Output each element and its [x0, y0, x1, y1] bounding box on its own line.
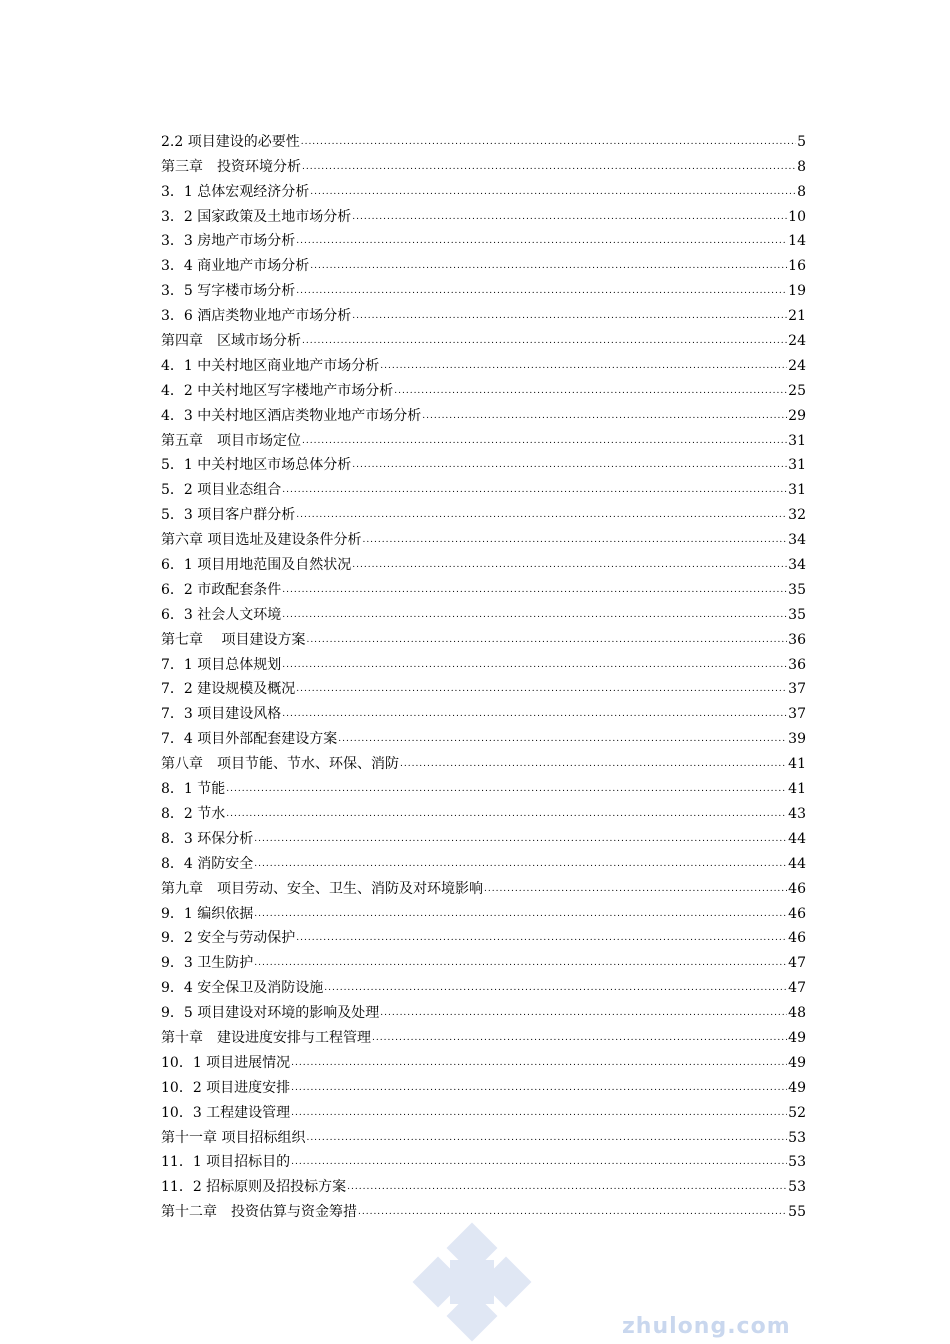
toc-dot-leader [296, 234, 787, 248]
toc-dot-leader [254, 956, 787, 970]
toc-entry[interactable] [161, 400, 806, 425]
toc-entry-page: 36 [788, 656, 806, 673]
toc-entry-title: 第七章 项目建设方案 [161, 631, 306, 648]
toc-dot-leader [291, 1155, 787, 1169]
toc-entry-title: 6．1 项目用地范围及自然状况 [161, 557, 352, 574]
toc-entry[interactable] [161, 201, 806, 226]
toc-entry-title: 3．1 总体宏观经济分析 [161, 183, 310, 200]
toc-entry[interactable] [161, 425, 806, 450]
toc-entry-title: 6．2 市政配套条件 [161, 581, 282, 598]
toc-entry-page: 48 [788, 1005, 806, 1022]
toc-entry[interactable] [161, 450, 806, 475]
toc-dot-leader [296, 931, 787, 945]
toc-dot-leader [254, 907, 787, 921]
toc-entry-title: 4．1 中关村地区商业地产市场分析 [161, 357, 380, 374]
toc-dot-leader [296, 682, 787, 696]
toc-dot-leader [380, 359, 787, 373]
toc-entry[interactable] [161, 126, 806, 151]
toc-entry-page: 36 [788, 631, 806, 648]
toc-dot-leader [484, 882, 787, 896]
toc-entry-title: 第十二章 投资估算与资金筹措 [161, 1204, 357, 1221]
toc-entry[interactable] [161, 151, 806, 176]
toc-entry-page: 29 [788, 407, 806, 424]
toc-entry-title: 9．3 卫生防护 [161, 955, 254, 972]
toc-dot-leader [324, 981, 787, 995]
toc-entry-title: 4．3 中关村地区酒店类物业地产市场分析 [161, 407, 422, 424]
toc-entry-title: 11．1 项目招标目的 [161, 1154, 291, 1171]
toc-entry-page: 53 [788, 1154, 806, 1171]
toc-dot-leader [352, 558, 787, 572]
toc-dot-leader [301, 135, 796, 149]
toc-entry-page: 31 [788, 457, 806, 474]
toc-entry-title: 10．2 项目进度安排 [161, 1079, 291, 1096]
toc-dot-leader [254, 832, 787, 846]
toc-entry[interactable] [161, 773, 806, 798]
toc-entry[interactable] [161, 923, 806, 948]
toc-dot-leader [310, 259, 787, 273]
toc-entry-page: 44 [788, 855, 806, 872]
toc-dot-leader [291, 1081, 787, 1095]
toc-entry-page: 8 [797, 158, 806, 175]
toc-entry-title: 第六章 项目选址及建设条件分析 [161, 532, 362, 549]
toc-entry-page: 31 [788, 432, 806, 449]
toc-entry-page: 55 [788, 1204, 806, 1221]
toc-entry-title: 10．3 工程建设管理 [161, 1104, 291, 1121]
toc-entry-page: 46 [788, 880, 806, 897]
toc-entry[interactable] [161, 848, 806, 873]
toc-entry-page: 34 [788, 557, 806, 574]
toc-entry-title: 11．2 招标原则及招投标方案 [161, 1179, 347, 1196]
toc-entry-title: 第十章 建设进度安排与工程管理 [161, 1029, 371, 1046]
toc-dot-leader [362, 533, 787, 547]
toc-entry-page: 47 [788, 955, 806, 972]
toc-entry[interactable] [161, 624, 806, 649]
toc-dot-leader [291, 1106, 787, 1120]
toc-entry[interactable] [161, 1097, 806, 1122]
toc-entry[interactable] [161, 524, 806, 549]
toc-entry-page: 39 [788, 731, 806, 748]
toc-entry-title: 9．4 安全保卫及消防设施 [161, 980, 324, 997]
toc-entry-title: 8．3 环保分析 [161, 830, 254, 847]
toc-entry[interactable] [161, 599, 806, 624]
toc-entry-page: 49 [788, 1029, 806, 1046]
toc-dot-leader [306, 633, 787, 647]
toc-entry[interactable] [161, 549, 806, 574]
toc-entry-page: 37 [788, 706, 806, 723]
toc-entry[interactable] [161, 674, 806, 699]
toc-dot-leader [302, 160, 796, 174]
toc-entry[interactable] [161, 300, 806, 325]
toc-entry[interactable] [161, 325, 806, 350]
toc-entry[interactable] [161, 350, 806, 375]
toc-entry-title: 5．3 项目客户群分析 [161, 507, 296, 524]
toc-entry[interactable] [161, 1022, 806, 1047]
toc-dot-leader [226, 782, 787, 796]
toc-dot-leader [282, 707, 787, 721]
toc-dot-leader [347, 1180, 787, 1194]
table-of-contents [161, 126, 806, 1221]
toc-dot-leader [254, 857, 787, 871]
toc-entry-title: 第十一章 项目招标组织 [161, 1129, 306, 1146]
toc-dot-leader [422, 409, 787, 423]
toc-entry-title: 3．2 国家政策及土地市场分析 [161, 208, 352, 225]
toc-entry-page: 8 [797, 183, 806, 200]
toc-entry-page: 49 [788, 1079, 806, 1096]
toc-entry-page: 21 [788, 308, 806, 325]
toc-entry[interactable] [161, 972, 806, 997]
toc-dot-leader [352, 458, 787, 472]
toc-dot-leader [400, 757, 787, 771]
toc-dot-leader [358, 1205, 787, 1219]
toc-entry[interactable] [161, 375, 806, 400]
toc-entry-page: 46 [788, 930, 806, 947]
toc-entry-title: 4．2 中关村地区写字楼地产市场分析 [161, 382, 394, 399]
toc-dot-leader [296, 508, 787, 522]
toc-entry-page: 41 [788, 781, 806, 798]
toc-entry-title: 第五章 项目市场定位 [161, 432, 301, 449]
toc-entry-page: 19 [788, 283, 806, 300]
toc-entry-page: 44 [788, 830, 806, 847]
toc-entry-page: 31 [788, 482, 806, 499]
toc-entry-title: 3．6 酒店类物业地产市场分析 [161, 308, 352, 325]
toc-entry[interactable] [161, 1072, 806, 1097]
toc-entry-title: 3．3 房地产市场分析 [161, 233, 296, 250]
toc-entry-title: 3．4 商业地产市场分析 [161, 258, 310, 275]
toc-entry-title: 7．3 项目建设风格 [161, 706, 282, 723]
toc-entry-page: 52 [788, 1104, 806, 1121]
toc-entry[interactable] [161, 723, 806, 748]
toc-dot-leader [282, 483, 787, 497]
toc-dot-leader [338, 732, 787, 746]
toc-entry[interactable] [161, 574, 806, 599]
toc-entry-title: 9．1 编织依据 [161, 905, 254, 922]
toc-entry[interactable] [161, 947, 806, 972]
toc-entry[interactable] [161, 474, 806, 499]
toc-entry[interactable] [161, 997, 806, 1022]
toc-entry-page: 35 [788, 581, 806, 598]
toc-entry-page: 24 [788, 357, 806, 374]
toc-dot-leader [302, 434, 787, 448]
toc-entry-page: 47 [788, 980, 806, 997]
toc-dot-leader [372, 1031, 787, 1045]
toc-entry-page: 14 [788, 233, 806, 250]
toc-entry-title: 5．1 中关村地区市场总体分析 [161, 457, 352, 474]
toc-entry-page: 16 [788, 258, 806, 275]
toc-entry-title: 8．1 节能 [161, 781, 226, 798]
toc-entry[interactable] [161, 275, 806, 300]
toc-dot-leader [226, 807, 787, 821]
toc-entry-title: 3．5 写字楼市场分析 [161, 283, 296, 300]
toc-entry-title: 8．4 消防安全 [161, 855, 254, 872]
toc-entry-title: 第四章 区域市场分析 [161, 333, 301, 350]
toc-entry[interactable] [161, 1147, 806, 1172]
toc-entry-page: 53 [788, 1179, 806, 1196]
toc-entry[interactable] [161, 176, 806, 201]
toc-dot-leader [302, 334, 787, 348]
toc-entry-page: 41 [788, 756, 806, 773]
toc-entry-title: 7．1 项目总体规划 [161, 656, 282, 673]
toc-dot-leader [282, 658, 787, 672]
toc-entry[interactable] [161, 226, 806, 251]
toc-entry-title: 8．2 节水 [161, 805, 226, 822]
toc-entry-page: 24 [788, 333, 806, 350]
toc-dot-leader [282, 608, 787, 622]
toc-entry[interactable] [161, 748, 806, 773]
toc-dot-leader [291, 1056, 787, 1070]
toc-entry-page: 10 [788, 208, 806, 225]
toc-entry-title: 第八章 项目节能、节水、环保、消防 [161, 756, 399, 773]
toc-entry-page: 32 [788, 507, 806, 524]
toc-entry-title: 9．5 项目建设对环境的影响及处理 [161, 1005, 380, 1022]
toc-entry[interactable] [161, 1047, 806, 1072]
toc-dot-leader [282, 583, 787, 597]
toc-entry-title: 2.2 项目建设的必要性 [161, 133, 300, 150]
toc-entry-title: 7．2 建设规模及概况 [161, 681, 296, 698]
toc-dot-leader [352, 309, 787, 323]
toc-entry-title: 9．2 安全与劳动保护 [161, 930, 296, 947]
toc-entry[interactable] [161, 873, 806, 898]
toc-entry-page: 53 [788, 1129, 806, 1146]
toc-entry-page: 43 [788, 805, 806, 822]
toc-entry-page: 34 [788, 532, 806, 549]
toc-dot-leader [310, 185, 796, 199]
toc-entry-page: 5 [797, 133, 806, 150]
toc-entry[interactable] [161, 1171, 806, 1196]
toc-entry[interactable] [161, 1122, 806, 1147]
toc-entry-title: 5．2 项目业态组合 [161, 482, 282, 499]
toc-entry-page: 49 [788, 1054, 806, 1071]
toc-dot-leader [306, 1131, 787, 1145]
toc-entry-page: 46 [788, 905, 806, 922]
toc-entry-page: 37 [788, 681, 806, 698]
toc-entry[interactable] [161, 499, 806, 524]
toc-entry[interactable] [161, 250, 806, 275]
toc-dot-leader [394, 384, 787, 398]
toc-dot-leader [380, 1006, 787, 1020]
toc-entry[interactable] [161, 1196, 806, 1221]
toc-entry-title: 第九章 项目劳动、安全、卫生、消防及对环境影响 [161, 880, 483, 897]
toc-entry[interactable] [161, 649, 806, 674]
toc-entry-page: 25 [788, 382, 806, 399]
zhulong-logo-icon [412, 1222, 532, 1342]
toc-entry[interactable] [161, 698, 806, 723]
toc-entry-title: 7．4 项目外部配套建设方案 [161, 731, 338, 748]
toc-entry[interactable] [161, 898, 806, 923]
toc-entry[interactable] [161, 823, 806, 848]
toc-entry-page: 35 [788, 606, 806, 623]
toc-dot-leader [296, 284, 787, 298]
watermark-text: zhulong.com [622, 1314, 791, 1339]
toc-entry-title: 第三章 投资环境分析 [161, 158, 301, 175]
toc-entry[interactable] [161, 798, 806, 823]
toc-entry-title: 10．1 项目进展情况 [161, 1054, 291, 1071]
toc-entry-title: 6．3 社会人文环境 [161, 606, 282, 623]
toc-dot-leader [352, 210, 787, 224]
